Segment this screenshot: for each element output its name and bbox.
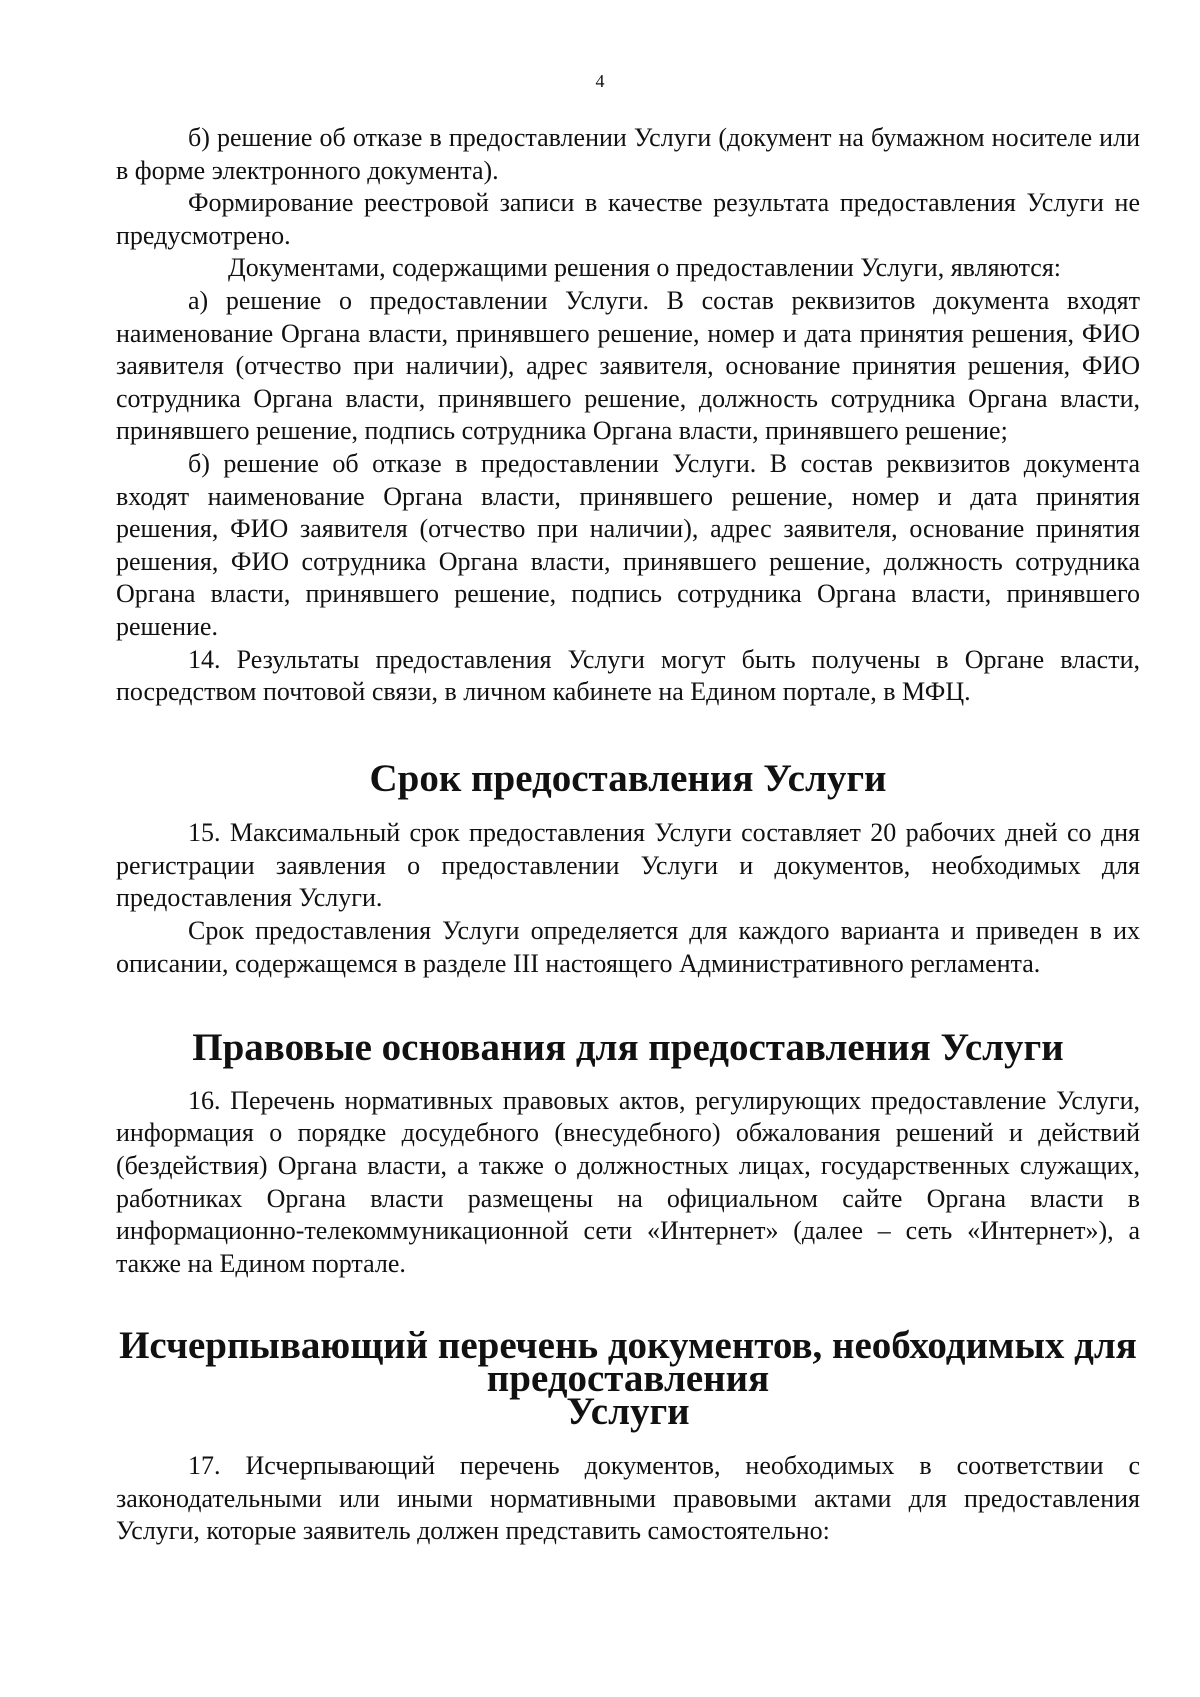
paragraph-14-results-delivery: 14. Результаты предоставления Услуги могут быть получены в Органе власти, посредством почтовой связи, в личном кабинете на Едином портале, в МФЦ. — [116, 644, 1140, 707]
document-body — [116, 122, 1140, 1548]
paragraph-approval-decision-details: а) решение о предоставлении Услуги. В состав реквизитов документа входят наименование Органа власти, принявшего решение, номер и дата принятия решения, ФИО заявителя (отчество при наличии), адрес заявителя, основание принятия решения, ФИО сотрудника Органа власти, принявшего решение, должность сотрудника Органа власти, принявшего решение, подпись сотрудника Органа власти, принявшего решение; — [116, 285, 1140, 446]
heading-required-documents-line1: Исчерпывающий перечень документов, необходимых для предоставления — [119, 1324, 1137, 1400]
heading-service-term: Срок предоставления Услуги — [369, 756, 887, 800]
paragraph-decision-documents-intro: Документами, содержащими решения о предоставлении Услуги, являются: — [228, 253, 1062, 283]
paragraph-registry-record: Формирование реестровой записи в качестве результата предоставления Услуги не предусмотрено. — [116, 188, 1140, 250]
heading-required-documents-line2: Услуги — [566, 1389, 690, 1433]
paragraph-refusal-decision-result: б) решение об отказе в предоставлении Услуги (документ на бумажном носителе или в форме электронного документа). — [116, 123, 1140, 185]
page-number: 4 — [595, 71, 605, 91]
paragraph-term-per-variant: Срок предоставления Услуги определяется для каждого варианта и приведен в их описании, содержащемся в разделе III настоящего Административного регламента. — [116, 916, 1140, 978]
paragraph-15-max-term: 15. Максимальный срок предоставления Услуги составляет 20 рабочих дней со дня регистрации заявления о предоставлении Услуги и документов, необходимых для предоставления Услуги. — [116, 818, 1140, 913]
heading-required-documents — [116, 1324, 1140, 1433]
heading-legal-basis: Правовые основания для предоставления Услуги — [192, 1026, 1064, 1070]
paragraph-17-documents-list: 17. Исчерпывающий перечень документов, необходимых в соответствии с законодательными или иными нормативными правовыми актами для предоставления Услуги, которые заявитель должен представить самостоятельно: — [116, 1451, 1140, 1546]
paragraph-16-legal-acts: 16. Перечень нормативных правовых актов, регулирующих предоставление Услуги, информация о порядке досудебного (внесудебного) обжалования решений и действий (бездействия) Органа власти, а также о должностных лицах, государственных служащих, работниках Органа власти размещены на официальном сайте Органа власти в информационно-телекоммуникационной сети «Интернет» (далее – сеть «Интернет»), а также на Едином портале. — [116, 1085, 1140, 1278]
paragraph-refusal-decision-details: б) решение об отказе в предоставлении Услуги. В состав реквизитов документа входят наименование Органа власти, принявшего решение, номер и дата принятия решения, ФИО заявителя (отчество при наличии), адрес заявителя, основание принятия решения, ФИО сотрудника Органа власти, принявшего решение, должность сотрудника Органа власти, принявшего решение, подпись сотрудника Органа власти, принявшего решение. — [116, 448, 1140, 641]
